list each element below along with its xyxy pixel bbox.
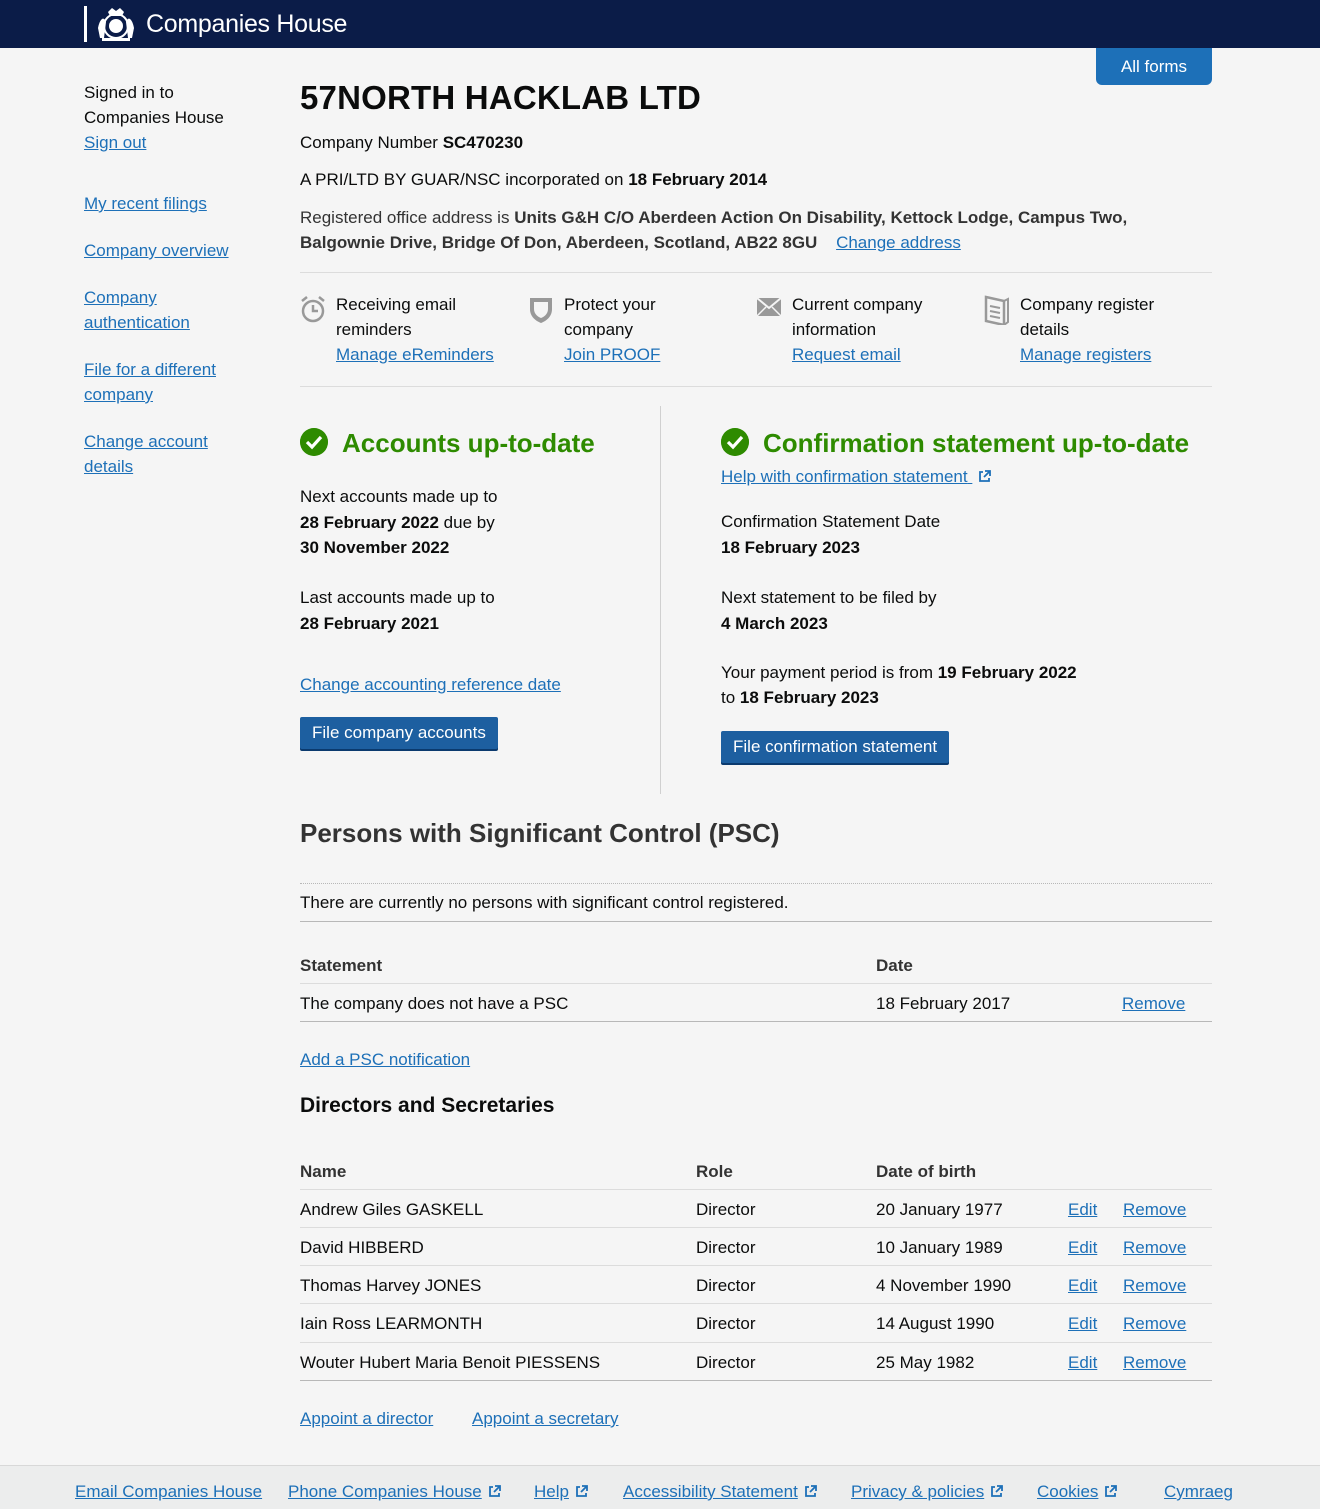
- address-line-2: Balgownie Drive, Bridge Of Don, Aberdeen, Scotland, AB22 8GU: [300, 233, 818, 252]
- company-number: SC470230: [442, 133, 524, 152]
- due-by-text: due by: [443, 513, 495, 532]
- director-remove-link[interactable]: Remove: [1123, 1353, 1187, 1372]
- divider: [300, 272, 1212, 273]
- divider: [300, 1265, 1212, 1266]
- footer-privacy-link[interactable]: [851, 1482, 1003, 1502]
- psc-date-cell: 18 February 2017: [876, 994, 1011, 1013]
- payment-period-text: Your payment period is from: [721, 663, 933, 682]
- director-name: Wouter Hubert Maria Benoit PIESSENS: [300, 1353, 601, 1372]
- request-email-link[interactable]: Request email: [792, 345, 901, 364]
- footer-cookies-link[interactable]: [1037, 1482, 1117, 1502]
- director-role: Director: [696, 1276, 756, 1295]
- sidebar-item-change-account[interactable]: [84, 429, 254, 479]
- add-psc-notification-link[interactable]: Add a PSC notification: [300, 1050, 471, 1069]
- change-accounting-reference-link[interactable]: Change accounting reference date: [300, 675, 561, 694]
- external-link-icon: [990, 1485, 1003, 1498]
- accounts-due-date: 30 November 2022: [300, 538, 450, 557]
- director-dob: 20 January 1977: [876, 1200, 1003, 1219]
- company-type-line: [300, 167, 767, 192]
- change-address-link[interactable]: Change address: [836, 233, 961, 252]
- last-accounts-date: 28 February 2021: [300, 614, 439, 633]
- divider: [300, 1227, 1212, 1228]
- director-remove-link[interactable]: Remove: [1123, 1276, 1187, 1295]
- company-number-line: [300, 130, 523, 155]
- auth-link-line-1: Company: [84, 288, 157, 307]
- external-link-icon: [575, 1485, 588, 1498]
- divider: [300, 1021, 1212, 1022]
- directors-heading: Directors and Secretaries: [300, 1094, 555, 1117]
- registers-line-2: details: [1020, 320, 1070, 339]
- success-check-icon: [300, 428, 328, 456]
- confirmation-date: 18 February 2023: [721, 538, 860, 557]
- auth-link-line-2: authentication: [84, 313, 190, 332]
- site-logo-text[interactable]: Companies House: [146, 10, 348, 38]
- service-info: [792, 292, 922, 367]
- accounts-status-heading: Accounts up-to-date: [342, 428, 595, 458]
- divider: [300, 921, 1212, 922]
- next-accounts-label: Next accounts made up to: [300, 487, 498, 506]
- service-registers: [1020, 292, 1154, 367]
- reminders-line-2: reminders: [336, 320, 412, 339]
- registers-line-1: Company register: [1020, 295, 1155, 314]
- director-edit-link[interactable]: Edit: [1068, 1276, 1098, 1295]
- director-remove-link[interactable]: Remove: [1123, 1238, 1187, 1257]
- divider: [300, 1303, 1212, 1304]
- divider: [300, 1342, 1212, 1343]
- company-number-label: Company Number: [300, 133, 438, 152]
- psc-col-date: Date: [876, 956, 913, 975]
- success-check-icon: [721, 428, 749, 456]
- director-edit-link[interactable]: Edit: [1068, 1353, 1098, 1372]
- director-edit-link[interactable]: Edit: [1068, 1200, 1098, 1219]
- payment-period: [721, 660, 1077, 710]
- director-dob: 14 August 1990: [876, 1314, 995, 1333]
- incorporation-date: 18 February 2014: [628, 170, 768, 189]
- psc-remove-link[interactable]: Remove: [1122, 994, 1186, 1013]
- footer-accessibility-link[interactable]: [623, 1482, 817, 1502]
- divider: [300, 983, 1212, 984]
- director-dob: 25 May 1982: [876, 1353, 975, 1372]
- protect-line-1: Protect your: [564, 295, 656, 314]
- sidebar-item-company-authentication[interactable]: [84, 285, 254, 335]
- confirmation-status-heading: Confirmation statement up-to-date: [763, 428, 1190, 458]
- director-edit-link[interactable]: Edit: [1068, 1314, 1098, 1333]
- director-remove-link[interactable]: Remove: [1123, 1200, 1187, 1219]
- divider: [300, 1380, 1212, 1381]
- payment-period-to-word: to: [721, 688, 736, 707]
- confirmation-date-label: Confirmation Statement Date: [721, 512, 941, 531]
- director-edit-link[interactable]: Edit: [1068, 1238, 1098, 1257]
- appoint-director-link[interactable]: Appoint a director: [300, 1409, 434, 1428]
- divider: [300, 386, 1212, 387]
- psc-none-text: There are currently no persons with significant control registered.: [300, 893, 789, 912]
- director-remove-link[interactable]: Remove: [1123, 1314, 1187, 1333]
- panel-divider: [660, 406, 661, 794]
- account-link-line-2: details: [84, 457, 134, 476]
- different-link-line-1: File for a different: [84, 360, 216, 379]
- director-name: Thomas Harvey JONES: [300, 1276, 482, 1295]
- footer-welsh-link[interactable]: Cymraeg: [1164, 1482, 1233, 1501]
- sidebar-item-different-company[interactable]: [84, 357, 254, 407]
- director-role: Director: [696, 1353, 756, 1372]
- footer-cookies-text: Cookies: [1037, 1482, 1099, 1501]
- payment-period-to: 18 February 2023: [739, 688, 879, 707]
- sign-out-link[interactable]: Sign out: [84, 133, 147, 152]
- footer-help-link[interactable]: [534, 1482, 588, 1502]
- sidebar-item-company-overview[interactable]: Company overview: [84, 241, 229, 260]
- address-label: Registered office address is: [300, 208, 510, 227]
- director-dob: 4 November 1990: [876, 1276, 1012, 1295]
- help-confirmation-text: Help with confirmation statement: [721, 467, 968, 486]
- director-role: Director: [696, 1200, 756, 1219]
- directors-col-dob: Date of birth: [876, 1162, 977, 1181]
- footer-email-link[interactable]: Email Companies House: [75, 1482, 263, 1501]
- info-line-1: Current company: [792, 295, 923, 314]
- site-header: [0, 0, 1320, 48]
- protect-line-2: company: [564, 320, 633, 339]
- register-book-icon: [984, 295, 1010, 325]
- director-name: David HIBBERD: [300, 1238, 424, 1257]
- next-statement-date: 4 March 2023: [721, 614, 828, 633]
- footer-help-text: Help: [534, 1482, 569, 1501]
- service-protect: [564, 292, 660, 367]
- footer-phone-link[interactable]: [288, 1482, 501, 1502]
- info-line-2: information: [792, 320, 877, 339]
- external-link-icon: [978, 470, 991, 483]
- external-link-icon: [488, 1485, 501, 1498]
- appoint-secretary-link[interactable]: Appoint a secretary: [472, 1409, 619, 1428]
- manage-registers-link[interactable]: Manage registers: [1020, 345, 1152, 364]
- next-accounts-date: 28 February 2022: [300, 513, 439, 532]
- psc-statement-cell: The company does not have a PSC: [300, 994, 569, 1013]
- sidebar-item-recent-filings[interactable]: My recent filings: [84, 194, 207, 213]
- company-type-text: A PRI/LTD BY GUAR/NSC incorporated on: [300, 170, 624, 189]
- account-link-line-1: Change account: [84, 432, 208, 451]
- signed-in-line-1: Signed in to: [84, 83, 174, 102]
- file-company-accounts-button[interactable]: File company accounts: [300, 717, 498, 749]
- payment-period-from: 19 February 2022: [937, 663, 1077, 682]
- address-line-1: Units G&H C/O Aberdeen Action On Disability, Kettock Lodge, Campus Two,: [514, 208, 1128, 227]
- company-name: 57NORTH HACKLAB LTD: [300, 79, 702, 116]
- different-link-line-2: company: [84, 385, 153, 404]
- signed-in-text: [84, 80, 254, 130]
- footer-accessibility-text: Accessibility Statement: [623, 1482, 798, 1501]
- directors-col-name: Name: [300, 1162, 347, 1181]
- last-accounts-label: Last accounts made up to: [300, 588, 495, 607]
- sidebar-nav: [84, 191, 254, 479]
- logo-divider: [84, 6, 87, 42]
- footer-phone-text: Phone Companies House: [288, 1482, 482, 1501]
- help-confirmation-link[interactable]: [721, 464, 991, 489]
- external-link-icon: [1104, 1485, 1117, 1498]
- join-proof-link[interactable]: Join PROOF: [564, 345, 661, 364]
- director-name: Andrew Giles GASKELL: [300, 1200, 484, 1219]
- registered-address: [300, 205, 1212, 255]
- directors-col-role: Role: [696, 1162, 733, 1181]
- royal-crest-icon: [94, 4, 138, 44]
- reminders-line-1: Receiving email: [336, 295, 456, 314]
- director-role: Director: [696, 1314, 756, 1333]
- next-accounts-due: [300, 510, 495, 535]
- psc-heading: Persons with Significant Control (PSC): [300, 818, 780, 848]
- next-statement-label: Next statement to be filed by: [721, 588, 937, 607]
- sidebar: [84, 80, 254, 501]
- service-reminders: [336, 292, 494, 367]
- director-dob: 10 January 1989: [876, 1238, 1003, 1257]
- manage-ereminders-link[interactable]: Manage eReminders: [336, 345, 494, 364]
- external-link-icon: [804, 1485, 817, 1498]
- all-forms-button[interactable]: All forms: [1096, 48, 1212, 85]
- psc-col-statement: Statement: [300, 956, 383, 975]
- site-footer: [0, 1465, 1320, 1509]
- footer-privacy-text: Privacy & policies: [851, 1482, 985, 1501]
- director-name: Iain Ross LEARMONTH: [300, 1314, 483, 1333]
- file-confirmation-statement-button[interactable]: File confirmation statement: [721, 731, 949, 763]
- alarm-clock-icon: [300, 295, 326, 325]
- shield-icon: [528, 295, 554, 325]
- director-role: Director: [696, 1238, 756, 1257]
- divider: [300, 883, 1212, 884]
- envelope-icon: [756, 296, 782, 326]
- signed-in-line-2: Companies House: [84, 108, 224, 127]
- divider: [300, 1189, 1212, 1190]
